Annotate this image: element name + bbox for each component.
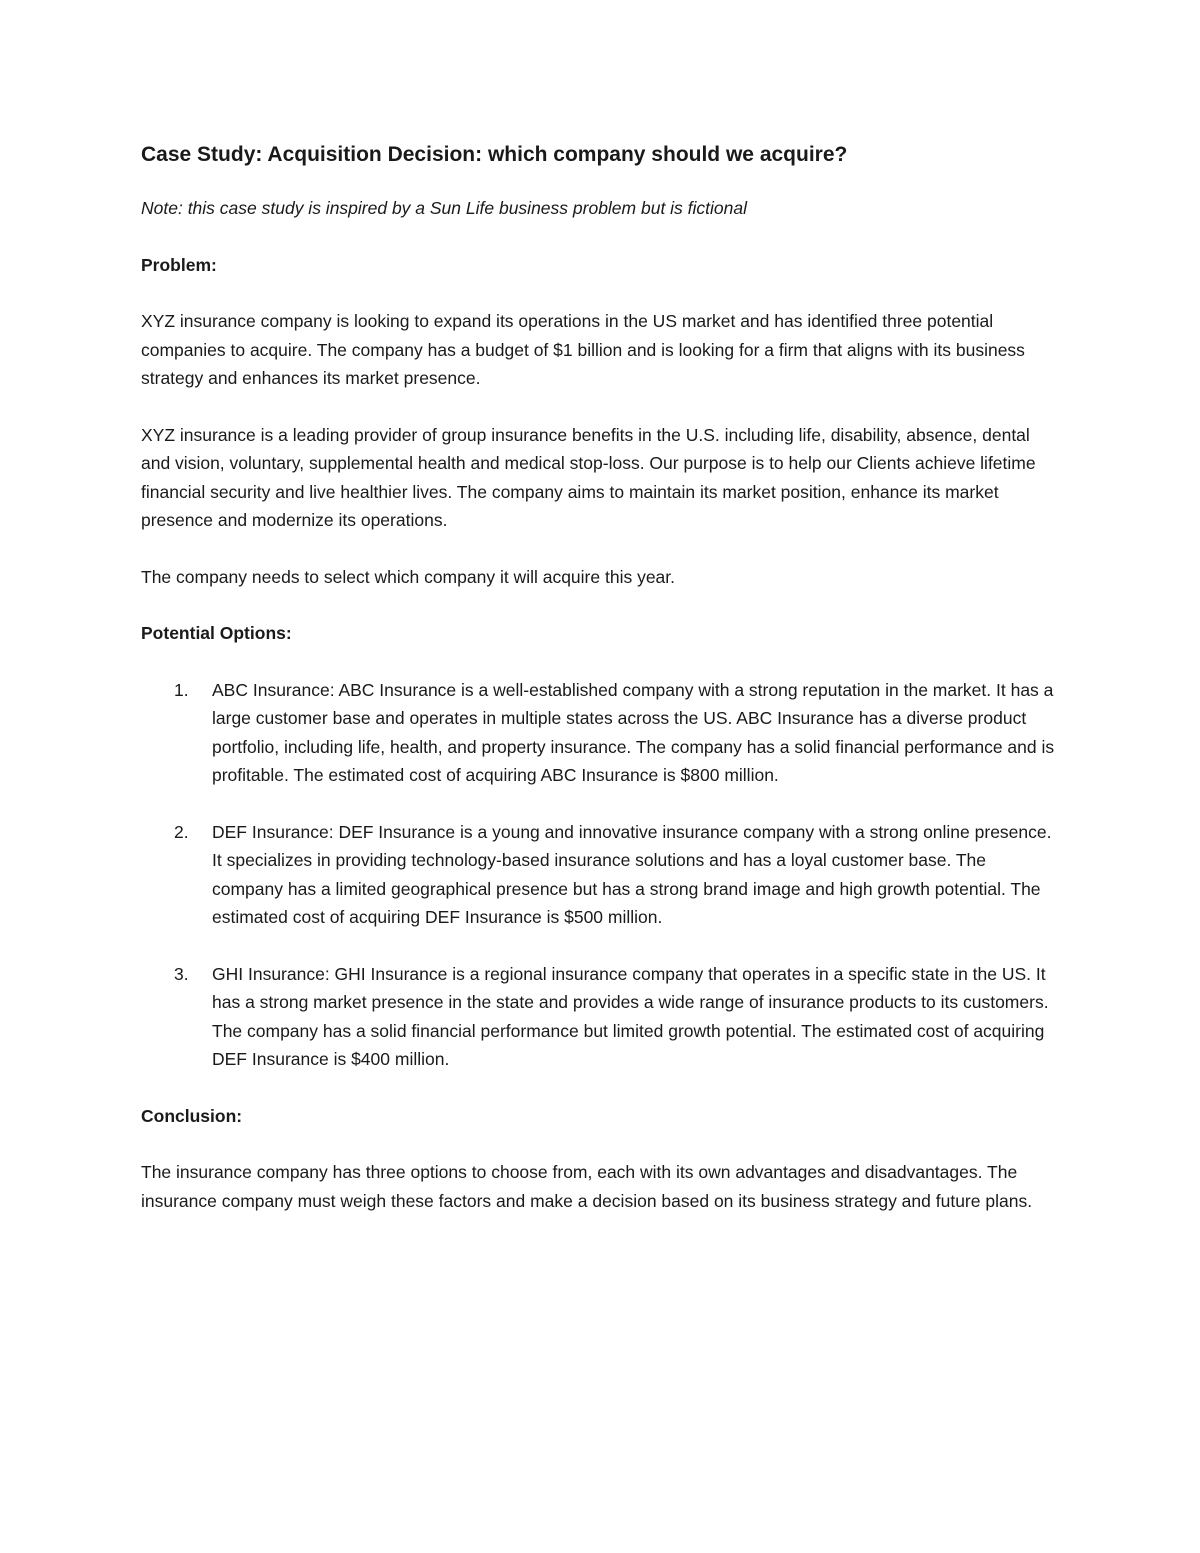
option-ghi-insurance [141,960,1061,1074]
document-body [141,140,1061,1243]
option-text: GHI Insurance: GHI Insurance is a regional insurance company that operates in a specific state in the US. It has a strong market presence in the state and provides a wide range of insurance products to its customers. The company has a solid financial performance but limited growth potential. The estimated cost of acquiring DEF Insurance is $400 million. [212,963,1049,1069]
option-text: ABC Insurance: ABC Insurance is a well-established company with a strong reputation in the market. It has a large customer base and operates in multiple states across the US. ABC Insurance has a diverse product portfolio, including life, health, and property insurance. The company has a solid financial performance and is profitable. The estimated cost of acquiring ABC Insurance is $800 million. [212,679,1055,785]
list-number: 3. [174,963,189,984]
options-list [141,676,1061,1074]
option-def-insurance [141,818,1061,932]
page-title: Case Study: Acquisition Decision: which company should we acquire? [141,143,848,166]
list-number: 1. [174,679,189,700]
problem-paragraph-expansion: XYZ insurance company is looking to expand its operations in the US market and has identified three potential companies to acquire. The company has a budget of $1 billion and is looking for a firm that aligns with its business strategy and enhances its market presence. [141,311,1025,388]
problem-paragraph-decision: The company needs to select which company it will acquire this year. [141,566,676,587]
options-heading: Potential Options: [141,623,292,643]
problem-heading: Problem: [141,254,217,275]
list-number: 2. [174,821,189,842]
option-abc-insurance [141,676,1061,790]
conclusion-heading: Conclusion: [141,1105,243,1126]
option-text: DEF Insurance: DEF Insurance is a young and innovative insurance company with a strong online presence. It specializes in providing technology-based insurance solutions and has a loyal customer base. The company has a limited geographical presence but has a strong brand image and high growth potential. The estimated cost of acquiring DEF Insurance is $500 million. [212,821,1052,927]
conclusion-text: The insurance company has three options to choose from, each with its own advantages and disadvantages. The insurance company must weigh these factors and make a decision based on its business strategy and future plans. [141,1162,1033,1211]
problem-paragraph-company-profile: XYZ insurance is a leading provider of group insurance benefits in the U.S. including life, disability, absence, dental and vision, voluntary, supplemental health and medical stop-loss. Our purpose is to help our Clients achieve lifetime financial security and live healthier lives. The company aims to maintain its market position, enhance its market presence and modernize its operations. [141,424,1036,530]
fiction-note: Note: this case study is inspired by a Sun Life business problem but is fictional [141,198,748,218]
